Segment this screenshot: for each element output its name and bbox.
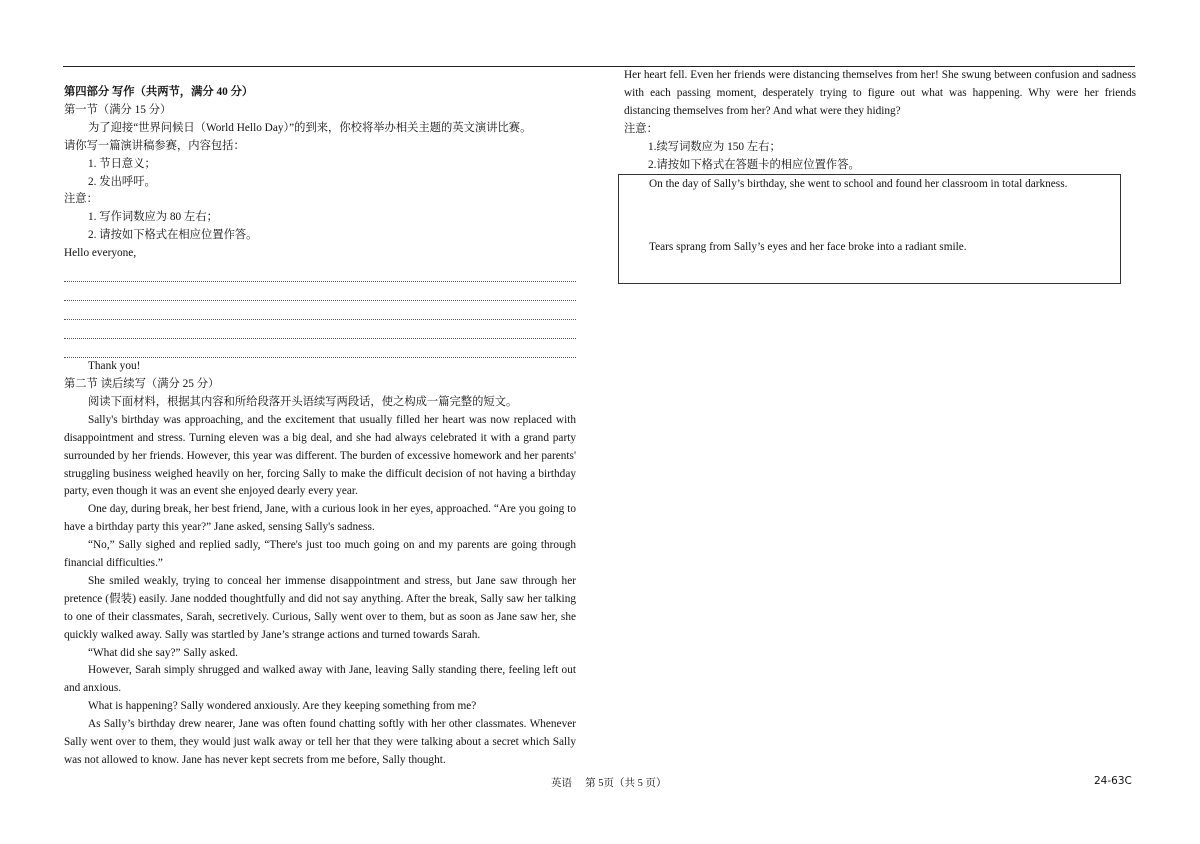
paragraph-opener-2: Tears sprang from Sally’s eyes and her face broke into a radiant smile. xyxy=(649,241,967,253)
writing-line xyxy=(64,263,576,282)
section1-note-1: 1. 写作词数应为 80 左右； xyxy=(88,211,218,224)
page-number: 英语 第 5页（共 5 页） xyxy=(551,778,667,789)
section1-note-label: 注意： xyxy=(64,193,98,206)
section1-intro-1: 为了迎接“世界问候日（World Hello Day）”的到来，你校将举办相关主题的英文演讲比赛。 xyxy=(88,121,532,134)
section1-item-2: 2. 发出呼吁。 xyxy=(88,175,156,188)
section1-item-1: 1. 节日意义； xyxy=(88,157,156,170)
story-paragraph: She smiled weakly, trying to conceal her immense disappointment and stress, but Jane saw through her pretence (假装) easily. Jane nodded thoughtfully and did not say anything. After the break, Sally saw her talking to one of their classmates, Sarah, secretively. Curious, Sally went over to them, but as soon as Jane saw her, she quickly walked away. Sally was startled by Jane’s strange actions and turned towards Sarah. xyxy=(64,574,576,641)
section-title: 第四部分 写作（共两节，满分 40 分） xyxy=(64,86,254,98)
closing: Thank you! xyxy=(88,360,141,373)
continuation-answer-box xyxy=(618,174,1121,284)
story-paragraph: As Sally’s birthday drew nearer, Jane was often found chatting softly with her other classmates. Whenever Sally went over to them, they would just walk away or tell her that they were talking about a secret which Sally was not allowed to know. Jane has never kept secrets from me before, Sally thought. xyxy=(64,718,576,766)
right-column xyxy=(624,67,1136,174)
section2-note-1: 1.续写词数应为 150 左右； xyxy=(648,140,781,153)
paragraph-opener-1: On the day of Sally’s birthday, she went to school and found her classroom in total darkness. xyxy=(649,178,1068,190)
story-paragraph: Sally's birthday was approaching, and the excitement that usually filled her heart was now replaced with disappointment and stress. Turning eleven was a big deal, and she had always celebrated it with a grand party surrounded by her friends. However, this year was different. The burden of excessive homework and her parents' struggling business weighed heavily on her, forcing Sally to make the difficult decision of not having a birthday party, even though it was an event she enjoyed dearly every year. xyxy=(64,413,576,498)
writing-line xyxy=(64,339,576,358)
writing-line xyxy=(64,301,576,320)
section1-intro-2: 请你写一篇演讲稿参赛，内容包括： xyxy=(64,139,245,152)
story-paragraph: What is happening? Sally wondered anxiously. Are they keeping something from me? xyxy=(88,700,477,713)
writing-line xyxy=(64,320,576,339)
greeting: Hello everyone, xyxy=(64,247,137,260)
section2-title: 第二节 读后续写（满分 25 分） xyxy=(64,377,220,390)
story-paragraph: “No,” Sally sighed and replied sadly, “There's just too much going on and my parents are going through financial difficulties.” xyxy=(64,539,576,570)
section1-note-2: 2. 请按如下格式在相应位置作答。 xyxy=(88,229,258,242)
story-paragraph: “What did she say?” Sally asked. xyxy=(88,646,238,659)
section2-note-label: 注意： xyxy=(624,122,658,135)
story-paragraph: However, Sarah simply shrugged and walked away with Jane, leaving Sally standing there, feeling left out and anxious. xyxy=(64,664,576,695)
story-paragraph: One day, during break, her best friend, Jane, with a curious look in her eyes, approached. “Are you going to have a birthday party this year?” Jane asked, sensing Sally's sadness. xyxy=(64,503,576,534)
section1-title: 第一节（满分 15 分） xyxy=(64,103,172,116)
section2-intro: 阅读下面材料，根据其内容和所给段落开头语续写两段话，使之构成一篇完整的短文。 xyxy=(88,395,518,408)
exam-code: 24-63C xyxy=(1094,775,1132,787)
writing-line xyxy=(64,282,576,301)
section2-note-2: 2.请按如下格式在答题卡的相应位置作答。 xyxy=(648,158,860,171)
left-column xyxy=(64,84,576,770)
story-paragraph-continued: Her heart fell. Even her friends were distancing themselves from her! She swung between confusion and sadness with each passing moment, desperately trying to figure out what was happening. Why were her friends distancing themselves from her? And what were they hiding? xyxy=(624,69,1136,117)
